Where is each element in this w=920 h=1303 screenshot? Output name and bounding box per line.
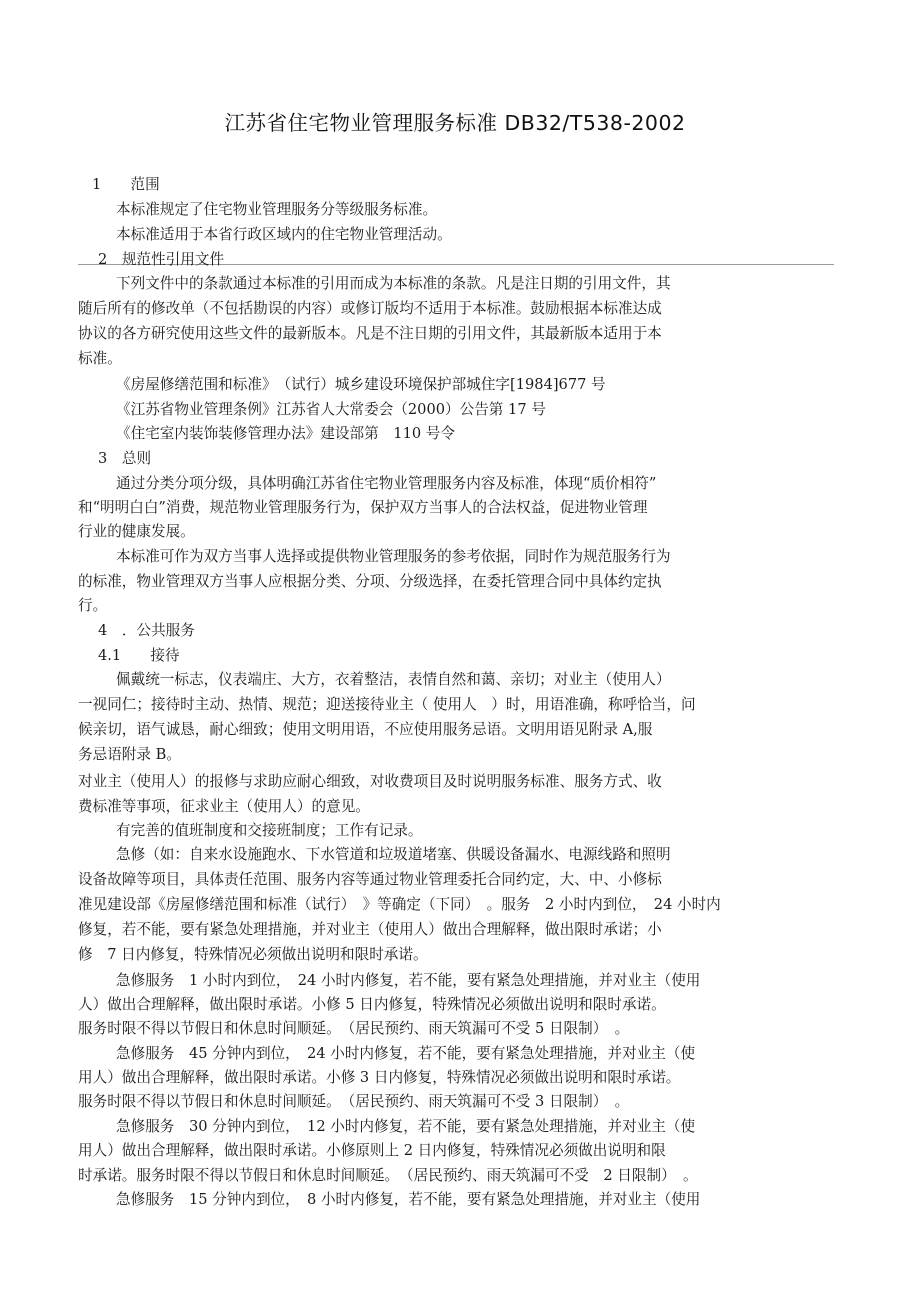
paragraph-line: 修 7 日内修复，特殊情况必须做出说明和限时承诺。: [78, 946, 428, 963]
paragraph-line: 服务时限不得以节假日和休息时间顺延。 （居民预约、雨天筑漏可不受 3 日限制） 。: [78, 1093, 630, 1110]
paragraph-line: 费标准等事项，征求业主（使用人）的意见。: [78, 798, 370, 815]
paragraph-line: 急修服务 45 分钟内到位， 24 小时内修复，若不能，要有紧急处理措施，并对业主（使: [116, 1045, 696, 1062]
paragraph-line: 下列文件中的条款通过本标准的引用而成为本标准的条款。凡是注日期的引用文件，其: [116, 275, 671, 292]
paragraph-line: 本标准规定了住宅物业管理服务分等级服务标准。: [116, 201, 438, 218]
paragraph-line: 时承诺。服务时限不得以节假日和休息时间顺延。 （居民预约、雨天筑漏可不受 2 日限制） 。: [78, 1167, 698, 1184]
paragraph-line: 和“明明白白”消费，规范物业管理服务行为，保护双方当事人的合法权益，促进物业管理: [78, 499, 648, 516]
paragraph-line: 对业主（使用人）的报修与求助应耐心细致，对收费项目及时说明服务标准、服务方式、收: [78, 773, 662, 790]
paragraph-line: 4.1 接待: [98, 647, 180, 664]
paragraph-line: 《房屋修缮范围和标准》 （试行）城乡建设环境保护部城住字[1984]677 号: [116, 376, 606, 393]
paragraph-line: 3 总则: [98, 450, 152, 467]
paragraph-line: 准见建设部《房屋修缮范围和标准（试行） 》等确定（下同） 。服务 2 小时内到位， 24 小时内: [78, 896, 721, 913]
paragraph-line: 协议的各方研究使用这些文件的最新版本。凡是不注日期的引用文件，其最新版本适用于本: [78, 325, 662, 342]
paragraph-line: 《江苏省物业管理条例》江苏省人大常委会（2000）公告第 17 号: [116, 401, 546, 418]
paragraph-line: 用人）做出合理解释，做出限时承诺。小修原则上 2 日内修复，特殊情况必须做出说明和限: [78, 1142, 666, 1159]
paragraph-line: 急修服务 30 分钟内到位， 12 小时内修复，若不能，要有紧急处理措施，并对业主（使: [116, 1118, 696, 1135]
paragraph-line: 用人）做出合理解释，做出限时承诺。小修 3 日内修复，特殊情况必须做出说明和限时承诺。: [78, 1069, 681, 1086]
paragraph-line: 标准。: [78, 350, 122, 367]
paragraph-line: 行业的健康发展。: [78, 523, 195, 540]
paragraph-line: 1 范围: [92, 176, 160, 193]
paragraph-line: 通过分类分项分级，具体明确江苏省住宅物业管理服务内容及标准，体现“质价相符”: [116, 475, 657, 492]
paragraph-line: 《住宅室内装饰装修管理办法》建设部第 110 号令: [116, 425, 455, 442]
document-title: 江苏省住宅物业管理服务标准 DB32/T538-2002: [224, 111, 686, 135]
paragraph-line: 行。: [78, 597, 108, 614]
paragraph-line: 候亲切，语气诚恳，耐心细致；使用文明用语，不应使用服务忌语。文明用语见附录 A,服: [78, 721, 653, 738]
paragraph-line: 一视同仁；接待时主动、热情、规范；迎送接待业主（ 使用人 ）时，用语准确，称呼恰当，问: [78, 696, 696, 713]
paragraph-line: 2 规范性引用文件: [98, 251, 225, 268]
paragraph-line: 本标准适用于本省行政区域内的住宅物业管理活动。: [116, 226, 452, 243]
paragraph-line: 急修服务 1 小时内到位， 24 小时内修复，若不能，要有紧急处理措施，并对业主（使用: [116, 972, 701, 989]
paragraph-line: 设备故障等项目，具体责任范围、服务内容等通过物业管理委托合同约定，大、中、小修标: [78, 871, 662, 888]
paragraph-line: 急修服务 15 分钟内到位， 8 小时内修复，若不能，要有紧急处理措施，并对业主（使用: [116, 1191, 701, 1208]
paragraph-line: 人）做出合理解释，做出限时承诺。小修 5 日内修复，特殊情况必须做出说明和限时承诺。: [78, 996, 666, 1013]
paragraph-line: 修复，若不能，要有紧急处理措施，并对业主（使用人）做出合理解释，做出限时承诺；小: [78, 921, 662, 938]
paragraph-line: 务忌语附录 B。: [78, 746, 181, 763]
paragraph-line: 的标准，物业管理双方当事人应根据分类、分项、分级选择，在委托管理合同中具体约定执: [78, 573, 662, 590]
paragraph-line: 有完善的值班制度和交接班制度；工作有记录。: [116, 822, 423, 839]
paragraph-line: 佩戴统一标志，仪表端庄、大方，衣着整洁，表情自然和蔼、亲切；对业主（使用人）: [116, 671, 671, 688]
paragraph-line: 4 ．公共服务: [98, 622, 195, 639]
paragraph-line: 急修（如：自来水设施跑水、下水管道和垃圾道堵塞、供暖设备漏水、电源线路和照明: [116, 846, 671, 863]
paragraph-line: 服务时限不得以节假日和休息时间顺延。 （居民预约、雨天筑漏可不受 5 日限制） 。: [78, 1020, 630, 1037]
paragraph-line: 本标准可作为双方当事人选择或提供物业管理服务的参考依据，同时作为规范服务行为: [116, 548, 671, 565]
paragraph-line: 随后所有的修改单（不包括勘误的内容）或修订版均不适用于本标准。鼓励根据本标准达成: [78, 300, 662, 317]
